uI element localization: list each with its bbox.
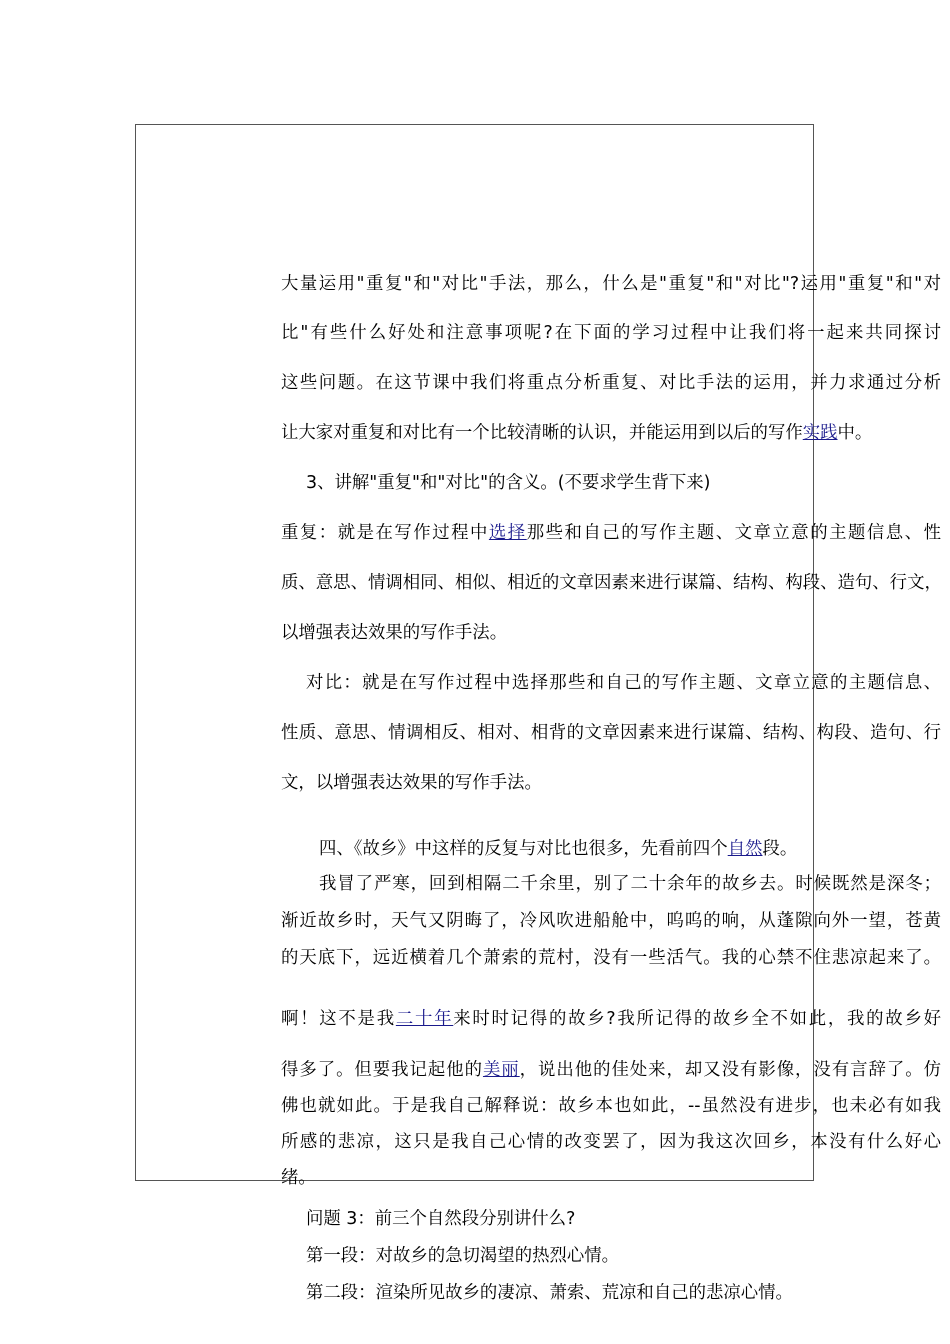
text-line-10: 性质、意思、情调相反、相对、相背的文章因素来进行谋篇、结构、构段、造句、行 (281, 723, 941, 743)
text-line-17: 得多了。但要我记起他的美丽，说出他的佳处来，却又没有影像，没有言辞了。仿 (281, 1060, 941, 1080)
link-choose[interactable]: 选择 (488, 523, 527, 543)
text-line-16: 啊！这不是我二十年来时时记得的故乡?我所记得的故乡全不如此，我的故乡好 (281, 1009, 941, 1029)
text-line-20: 绪。 (281, 1168, 316, 1188)
text-line-7: 质、意思、情调相同、相似、相近的文章因素来进行谋篇、结构、构段、造句、行文， (281, 573, 942, 593)
answer-paragraph-2: 第二段：渲染所见故乡的凄凉、萧索、荒凉和自己的悲凉心情。 (306, 1283, 793, 1303)
section-heading-3: 3、讲解"重复"和"对比"的含义。(不要求学生背下来) (306, 473, 711, 493)
text-line-14: 渐近故乡时，天气又阴晦了，冷风吹进船舱中，呜呜的响，从蓬隙向外一望，苍黄 (281, 911, 941, 931)
text-line-8: 以增强表达效果的写作手法。 (281, 623, 508, 643)
text-line-2: 比"有些什么好处和注意事项呢?在下面的学习过程中让我们将一起来共同探讨 (281, 323, 941, 343)
section-heading-4: 四、《故乡》中这样的反复与对比也很多，先看前四个自然段。 (319, 839, 798, 859)
text-line-6: 重复：就是在写作过程中选择那些和自己的写作主题、文章立意的主题信息、性 (281, 523, 941, 543)
link-natural[interactable]: 自然 (727, 839, 763, 859)
text-line-15: 的天底下，远近横着几个萧索的荒村，没有一些活气。我的心禁不住悲凉起来了。 (281, 948, 941, 968)
text-line-13: 我冒了严寒，回到相隔二千余里，别了二十余年的故乡去。时候既然是深冬； (319, 874, 941, 894)
text-line-1: 大量运用"重复"和"对比"手法，那么，什么是"重复"和"对比"?运用"重复"和"对 (281, 274, 941, 294)
text-line-9: 对比：就是在写作过程中选择那些和自己的写作主题、文章立意的主题信息、 (306, 673, 941, 693)
question-3: 问题 3：前三个自然段分别讲什么? (306, 1209, 576, 1229)
link-practice[interactable]: 实践 (802, 423, 838, 443)
table-cell-frame (135, 124, 942, 1303)
text-line-4: 让大家对重复和对比有一个比较清晰的认识，并能运用到以后的写作实践中。 (281, 423, 873, 443)
text-line-11: 文，以增强表达效果的写作手法。 (281, 773, 542, 793)
link-twenty-years[interactable]: 二十年 (395, 1009, 454, 1029)
text-line-3: 这些问题。在这节课中我们将重点分析重复、对比手法的运用，并力求通过分析 (281, 373, 941, 393)
link-beautiful[interactable]: 美丽 (482, 1060, 520, 1080)
answer-paragraph-1: 第一段：对故乡的急切渴望的热烈心情。 (306, 1246, 620, 1266)
text-line-19: 所感的悲凉，这只是我自己心情的改变罢了，因为我这次回乡，本没有什么好心 (281, 1132, 941, 1152)
text-line-18: 佛也就如此。于是我自己解释说：故乡本也如此，--虽然没有进步，也未必有如我 (281, 1096, 941, 1116)
